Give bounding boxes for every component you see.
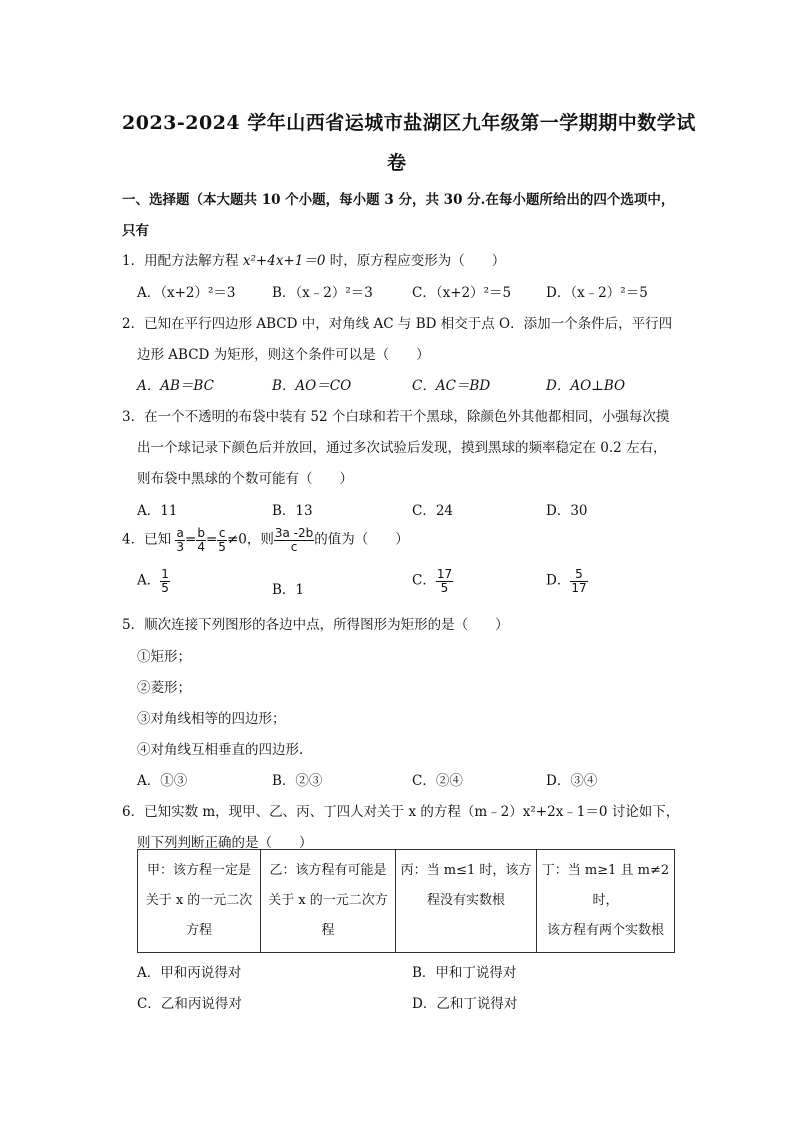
question-3-line2: 出一个球记录下颜色后并放回，通过多次试验后发现，摸到黑球的频率稳定在 0.2 左右，: [137, 440, 667, 456]
fraction-expression: [274, 527, 314, 553]
denominator: 5: [218, 539, 226, 554]
q5-option-a: A．①③: [137, 773, 188, 789]
q3-option-b: B．13: [272, 503, 313, 519]
q5-item-1: ①矩形；: [137, 649, 191, 665]
q5-option-d: D．③④: [546, 773, 598, 789]
q3-option-c: C．24: [412, 503, 454, 519]
q1-option-b: B．（x﹣2）²＝3: [272, 285, 373, 301]
question-number: 6．: [122, 804, 145, 820]
q1-option-c: C．（x+2）²＝5: [412, 285, 512, 301]
section-heading-cont: 只有: [122, 223, 149, 239]
fraction-a-3: [175, 527, 185, 553]
q5-item-3: ③对角线相等的四边形；: [137, 711, 286, 727]
option-fraction: [436, 568, 453, 594]
numerator: 17: [436, 567, 453, 581]
equals-sign: =: [185, 531, 197, 548]
denominator: 5: [440, 580, 449, 595]
table-cell-jia: [138, 850, 261, 953]
q6-option-d: D．乙和丁说得对: [412, 996, 518, 1012]
question-3-line1: [122, 405, 669, 425]
q6-option-a: A．甲和丙说得对: [137, 965, 242, 981]
cell-line: 方程: [185, 923, 212, 938]
question-6-line2: 则下列判断正确的是（ ）: [137, 835, 313, 851]
question-number: 5．: [122, 617, 145, 633]
cell-line: 乙：该方程有可能是: [269, 863, 387, 878]
question-text: 的值为（ ）: [314, 531, 409, 548]
table-cell-ding: [537, 850, 675, 953]
denominator: 17: [571, 580, 587, 595]
cell-line: 丁：当 m≥1 且 m≠2 时，: [541, 863, 670, 908]
numerator: 3a -2b: [274, 526, 314, 540]
fraction-b-4: [196, 527, 206, 553]
question-2-line2: 边形 ABCD 为矩形，则这个条件可以是（ ）: [137, 347, 430, 363]
numerator: c: [218, 526, 226, 540]
q2-option-d: D．AO⊥BO: [546, 378, 626, 394]
question-number: 1．: [122, 253, 145, 269]
numerator: 1: [161, 567, 169, 581]
q3-option-d: D．30: [546, 503, 588, 519]
q4-option-b: B．1: [272, 582, 305, 598]
question-1: [122, 249, 505, 269]
denominator: 3: [176, 539, 185, 554]
cell-line: 关于 x 的一元二次方: [268, 893, 388, 908]
question-number: 3．: [122, 409, 145, 425]
question-number: 2．: [122, 316, 145, 332]
cell-line: 程没有实数根: [426, 893, 505, 908]
question-text: 顺次连接下列图形的各边中点，所得图形为矩形的是（ ）: [144, 617, 509, 633]
q6-option-b: B．甲和丁说得对: [412, 965, 517, 981]
equals-sign: =: [205, 531, 218, 548]
q1-option-a: A．（x+2）²＝3: [137, 285, 236, 301]
question-text: 时，原方程应变形为（ ）: [325, 253, 506, 269]
option-fraction: [570, 568, 587, 594]
q6-option-c: C．乙和丙说得对: [137, 996, 242, 1012]
question-text: 已知在平行四边形 ABCD 中，对角线 AC 与 BD 相交于点 O．添加一个条件后，平行四: [144, 316, 673, 332]
cell-line: 关于 x 的一元二次: [145, 893, 253, 908]
fraction-c-5: [217, 527, 227, 553]
denominator: 5: [161, 580, 169, 595]
option-fraction: [160, 568, 170, 594]
cell-line: 该方程有两个实数根: [546, 923, 664, 938]
question-5: [122, 613, 509, 633]
cell-line: 甲：该方程一定是: [146, 863, 251, 878]
numerator: 5: [570, 568, 587, 582]
question-2-line1: [122, 312, 672, 332]
table-cell-bing: [396, 850, 537, 953]
q4-option-c: [412, 568, 453, 594]
question-number: 4．: [122, 531, 145, 548]
doc-title-line2: 卷: [387, 152, 407, 174]
option-label: D．: [546, 572, 571, 589]
denominator: c: [290, 539, 298, 554]
question-text: 已知: [144, 531, 172, 548]
question-equation: x²+4x+1＝0: [242, 253, 326, 269]
question-text: 用配方法解方程: [144, 253, 243, 269]
q5-option-c: C．②④: [412, 773, 463, 789]
q2-option-c: C．AC＝BD: [412, 378, 491, 394]
table-row: [138, 850, 675, 953]
cell-line: 丙：当 m≤1 时，该方: [400, 863, 532, 878]
q2-option-b: B．AO＝CO: [272, 378, 352, 394]
q4-option-d: [546, 568, 588, 594]
numerator: a: [176, 526, 184, 540]
cell-line: 程: [321, 923, 335, 938]
doc-title-line1: 2023-2024 学年山西省运城市盐湖区九年级第一学期期中数学试: [122, 112, 696, 134]
option-label: C．: [412, 572, 436, 589]
q1-option-d: D．（x﹣2）²＝5: [546, 285, 648, 301]
q5-item-4: ④对角线互相垂直的四边形.: [137, 742, 304, 758]
numerator: b: [197, 526, 205, 540]
question-text: ≠0，则: [226, 531, 274, 548]
q6-statement-table: [137, 849, 675, 953]
q5-option-b: B．②③: [272, 773, 323, 789]
q5-item-2: ②菱形；: [137, 680, 191, 696]
question-4: [122, 527, 409, 553]
denominator: 4: [197, 539, 205, 554]
question-text: 在一个不透明的布袋中装有 52 个白球和若干个黑球，除颜色外其他都相同，小强每次摸: [144, 409, 670, 425]
q3-option-a: A．11: [137, 503, 178, 519]
question-text: 已知实数 m，现甲、乙、丙、丁四人对关于 x 的方程（m﹣2）x²+2x﹣1＝0 讨论如下，: [144, 804, 680, 820]
q2-option-a: A．AB＝BC: [137, 378, 214, 394]
question-6-line1: [122, 800, 679, 820]
option-label: A．: [137, 572, 161, 589]
question-3-line3: 则布袋中黑球的个数可能有（ ）: [137, 471, 353, 487]
section-heading: 一、选择题（本大题共 10 个小题，每小题 3 分，共 30 分.在每小题所给出的四个选项中，: [122, 192, 675, 208]
table-cell-yi: [261, 850, 396, 953]
q4-option-a: [137, 568, 170, 594]
